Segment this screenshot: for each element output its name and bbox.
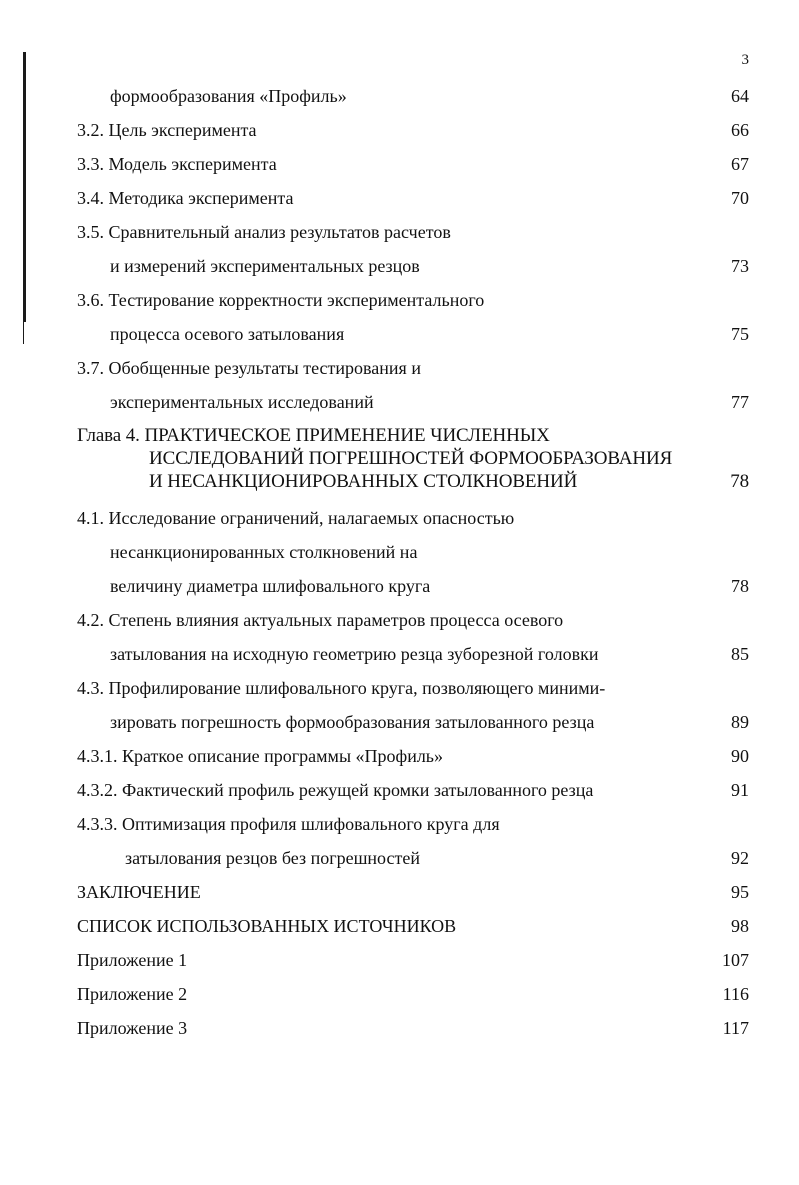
toc-page: 95 — [731, 882, 749, 902]
toc-text: величину диаметра шлифовального круга — [110, 576, 431, 596]
toc-text: 3.3. Модель эксперимента — [77, 154, 277, 174]
toc-page: 92 — [731, 848, 749, 868]
toc-page: 85 — [731, 644, 749, 664]
toc-line — [0, 709, 799, 735]
toc-line — [0, 607, 799, 633]
toc-text: 3.5. Сравнительный анализ результатов расчетов — [77, 222, 451, 242]
toc-text: затылования на исходную геометрию резца зуборезной головки — [110, 644, 599, 664]
toc-line — [0, 981, 799, 1007]
toc-page: 107 — [722, 950, 749, 970]
toc-text: затылования резцов без погрешностей — [125, 848, 420, 868]
toc-page: 78 — [730, 471, 749, 492]
toc-text: 3.7. Обобщенные результаты тестирования и — [77, 358, 421, 378]
toc-page: 78 — [731, 576, 749, 596]
toc-page: 77 — [731, 392, 749, 412]
toc-line — [0, 117, 799, 143]
toc-line — [0, 151, 799, 177]
toc-page: 75 — [731, 324, 749, 344]
toc-line — [0, 219, 799, 245]
toc-page: 73 — [731, 256, 749, 276]
toc-page: 64 — [731, 86, 749, 106]
toc-page: 116 — [722, 984, 749, 1004]
toc-line — [0, 539, 799, 565]
toc-page: 98 — [731, 916, 749, 936]
toc-page: 70 — [731, 188, 749, 208]
toc-page: 91 — [731, 780, 749, 800]
toc-text: ИССЛЕДОВАНИЙ ПОГРЕШНОСТЕЙ ФОРМООБРАЗОВАНИЯ — [149, 448, 673, 469]
toc-text: экспериментальных исследований — [110, 392, 374, 412]
toc-text: несанкционированных столкновений на — [110, 542, 418, 562]
toc-line — [0, 287, 799, 313]
toc-text: 4.1. Исследование ограничений, налагаемых опасностью — [77, 508, 515, 528]
toc-text: И НЕСАНКЦИОНИРОВАННЫХ СТОЛКНОВЕНИЙ — [149, 471, 578, 492]
toc-text: 4.3. Профилирование шлифовального круга, позволяющего миними- — [77, 678, 606, 698]
toc-line — [0, 321, 799, 347]
toc-text: 3.6. Тестирование корректности экспериментального — [77, 290, 485, 310]
toc-line — [0, 947, 799, 973]
toc-text: 4.3.3. Оптимизация профиля шлифовального круга для — [77, 814, 500, 834]
toc-text: 4.2. Степень влияния актуальных параметров процесса осевого — [77, 610, 564, 630]
toc-line — [0, 641, 799, 667]
toc-text: СПИСОК ИСПОЛЬЗОВАННЫХ ИСТОЧНИКОВ — [77, 916, 457, 936]
toc-line — [0, 811, 799, 837]
toc-page: 66 — [731, 120, 749, 140]
toc-line — [0, 185, 799, 211]
page-number: 3 — [741, 52, 749, 68]
toc-line — [0, 845, 799, 871]
toc-line — [0, 573, 799, 599]
toc-line — [0, 505, 799, 531]
toc-line — [0, 675, 799, 701]
toc-line — [0, 389, 799, 415]
toc-page: 117 — [722, 1018, 749, 1038]
toc-line — [0, 913, 799, 939]
toc-line — [0, 879, 799, 905]
toc-text: ЗАКЛЮЧЕНИЕ — [77, 882, 201, 902]
toc-page: 67 — [731, 154, 749, 174]
toc-text: 4.3.1. Краткое описание программы «Профиль» — [77, 746, 444, 766]
toc-line — [0, 253, 799, 279]
toc-text: Приложение 1 — [77, 950, 188, 970]
toc-text: процесса осевого затылования — [110, 324, 345, 344]
toc-page: 89 — [731, 712, 749, 732]
toc-text: Приложение 2 — [77, 984, 188, 1004]
toc-line — [0, 743, 799, 769]
toc-text: и измерений экспериментальных резцов — [110, 256, 420, 276]
toc-text: зировать погрешность формообразования затылованного резца — [110, 712, 595, 732]
toc-line — [0, 777, 799, 803]
toc-text: Приложение 3 — [77, 1018, 188, 1038]
toc-line — [0, 355, 799, 381]
toc-line — [0, 83, 799, 109]
toc-text: формообразования «Профиль» — [110, 86, 347, 106]
toc-text: 4.3.2. Фактический профиль режущей кромки затылованного резца — [77, 780, 594, 800]
toc-text: Глава 4. ПРАКТИЧЕСКОЕ ПРИМЕНЕНИЕ ЧИСЛЕННЫХ — [77, 425, 550, 446]
toc-page: 90 — [731, 746, 749, 766]
toc-text: 3.2. Цель эксперимента — [77, 120, 257, 140]
chapter-heading-line — [0, 469, 799, 495]
toc-line — [0, 1015, 799, 1041]
toc-text: 3.4. Методика эксперимента — [77, 188, 294, 208]
